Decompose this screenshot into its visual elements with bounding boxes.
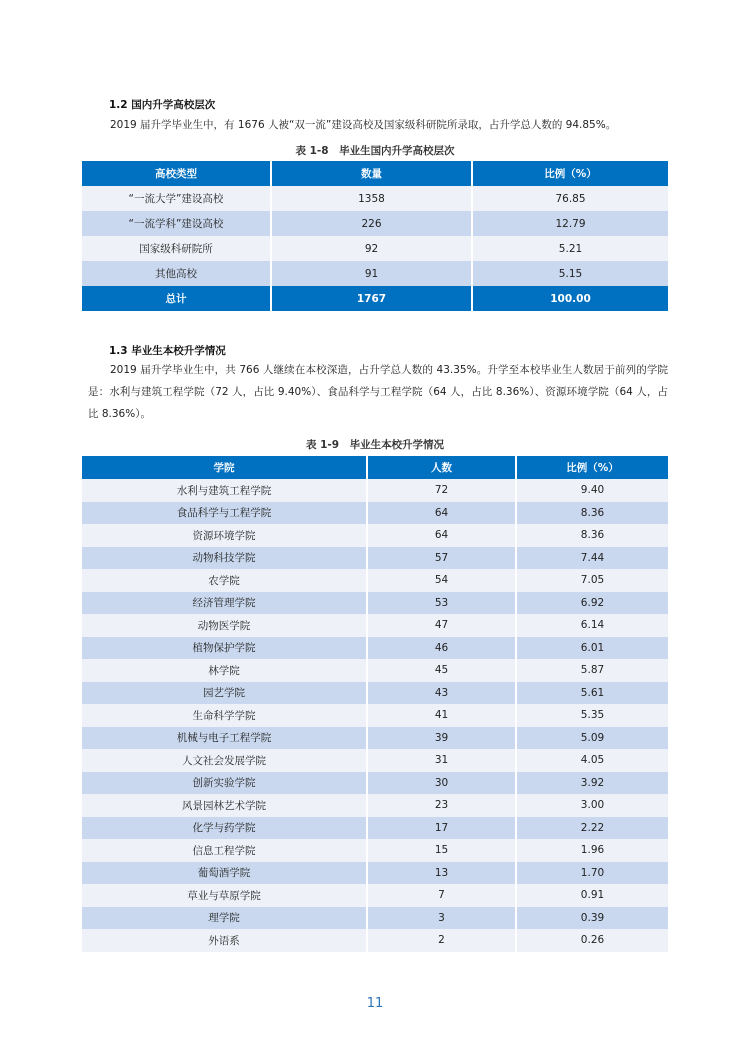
- table-row: [82, 524, 668, 547]
- table-row: [82, 727, 668, 750]
- cell: 5.35: [516, 704, 668, 727]
- cell: 信息工程学院: [82, 839, 367, 862]
- table-1-9-body: [82, 479, 668, 952]
- section-1-2-paragraph: [88, 114, 668, 136]
- cell: 5.21: [472, 236, 668, 261]
- cell: “一流大学”建设高校: [82, 186, 271, 211]
- cell: 92: [271, 236, 472, 261]
- cell: 8.36: [516, 524, 668, 547]
- table-row: [82, 592, 668, 615]
- cell: 3.00: [516, 794, 668, 817]
- cell: 31: [367, 749, 516, 772]
- cell: 6.01: [516, 637, 668, 660]
- table-row: [82, 236, 668, 261]
- cell: 76.85: [472, 186, 668, 211]
- table-row: [82, 186, 668, 211]
- table-1-8: [82, 161, 668, 311]
- table-1-8-caption: 表 1-8 毕业生国内升学高校层次: [295, 145, 455, 157]
- table-row: [82, 862, 668, 885]
- header-cell: 学院: [82, 456, 367, 479]
- table-row: [82, 749, 668, 772]
- cell: 23: [367, 794, 516, 817]
- cell: 7.44: [516, 547, 668, 570]
- cell: 7: [367, 884, 516, 907]
- cell: 风景园林艺术学院: [82, 794, 367, 817]
- header-cell: 比例（%）: [516, 456, 668, 479]
- header-cell: 比例（%）: [472, 161, 668, 186]
- cell: 7.05: [516, 569, 668, 592]
- cell: 水利与建筑工程学院: [82, 479, 367, 502]
- cell: 45: [367, 659, 516, 682]
- cell: 草业与草原学院: [82, 884, 367, 907]
- cell: 72: [367, 479, 516, 502]
- cell: 0.39: [516, 907, 668, 930]
- cell: 0.91: [516, 884, 668, 907]
- cell: 动物科技学院: [82, 547, 367, 570]
- cell: 农学院: [82, 569, 367, 592]
- cell: 2: [367, 929, 516, 952]
- cell: 6.14: [516, 614, 668, 637]
- table-row: [82, 261, 668, 286]
- cell: 林学院: [82, 659, 367, 682]
- cell: 葡萄酒学院: [82, 862, 367, 885]
- cell: 1358: [271, 186, 472, 211]
- section-1-2-title: 1.2 国内升学高校层次: [109, 99, 216, 111]
- header-cell: 数量: [271, 161, 472, 186]
- cell: 化学与药学院: [82, 817, 367, 840]
- table-row: [82, 772, 668, 795]
- cell: 41: [367, 704, 516, 727]
- header-cell: 人数: [367, 456, 516, 479]
- table-total-row: [82, 286, 668, 311]
- cell: 外语系: [82, 929, 367, 952]
- section-1-3-text: 2019 届升学毕业生中，共 766 人继续在本校深造，占升学总人数的 43.35%。升学至本校毕业生人数居于前列的学院是：水利与建筑工程学院（72 人，占比 9.40%）、食品科学与工程学院（64 人，占比 8.36%）、资源环境学院（64 人，占比 8.36%）。: [88, 364, 668, 420]
- header-cell: 高校类型: [82, 161, 271, 186]
- cell: 园艺学院: [82, 682, 367, 705]
- cell: 国家级科研院所: [82, 236, 271, 261]
- cell: 91: [271, 261, 472, 286]
- cell: 13: [367, 862, 516, 885]
- cell: 5.15: [472, 261, 668, 286]
- cell: 5.61: [516, 682, 668, 705]
- table-row: [82, 929, 668, 952]
- cell: 54: [367, 569, 516, 592]
- cell: 15: [367, 839, 516, 862]
- cell: 39: [367, 727, 516, 750]
- cell: 生命科学学院: [82, 704, 367, 727]
- cell: 9.40: [516, 479, 668, 502]
- table-row: [82, 637, 668, 660]
- cell: 43: [367, 682, 516, 705]
- cell: 食品科学与工程学院: [82, 502, 367, 525]
- cell: 理学院: [82, 907, 367, 930]
- table-row: [82, 884, 668, 907]
- table-1-9-caption: 表 1-9 毕业生本校升学情况: [305, 439, 445, 451]
- table-header-row: [82, 161, 668, 186]
- table-1-9: [82, 456, 668, 952]
- cell: 6.92: [516, 592, 668, 615]
- cell: 经济管理学院: [82, 592, 367, 615]
- page-number: 11: [366, 996, 384, 1011]
- cell: 机械与电子工程学院: [82, 727, 367, 750]
- cell: 47: [367, 614, 516, 637]
- cell: 12.79: [472, 211, 668, 236]
- cell: 5.09: [516, 727, 668, 750]
- cell: 5.87: [516, 659, 668, 682]
- cell: 其他高校: [82, 261, 271, 286]
- cell: 226: [271, 211, 472, 236]
- table-row: [82, 659, 668, 682]
- cell: 4.05: [516, 749, 668, 772]
- table-row: [82, 547, 668, 570]
- table-row: [82, 569, 668, 592]
- table-header-row: [82, 456, 668, 479]
- section-1-3-paragraph: [88, 359, 668, 425]
- cell: 17: [367, 817, 516, 840]
- table-row: [82, 614, 668, 637]
- total-cell: 1767: [271, 286, 472, 311]
- cell: “一流学科”建设高校: [82, 211, 271, 236]
- cell: 2.22: [516, 817, 668, 840]
- cell: 0.26: [516, 929, 668, 952]
- cell: 53: [367, 592, 516, 615]
- total-cell: 100.00: [472, 286, 668, 311]
- cell: 3: [367, 907, 516, 930]
- table-row: [82, 839, 668, 862]
- cell: 3.92: [516, 772, 668, 795]
- cell: 资源环境学院: [82, 524, 367, 547]
- cell: 植物保护学院: [82, 637, 367, 660]
- cell: 64: [367, 502, 516, 525]
- table-row: [82, 817, 668, 840]
- cell: 64: [367, 524, 516, 547]
- section-1-2-text: 2019 届升学毕业生中，有 1676 人被“双一流”建设高校及国家级科研院所录取，占升学总人数的 94.85%。: [110, 119, 617, 131]
- table-row: [82, 682, 668, 705]
- cell: 8.36: [516, 502, 668, 525]
- table-row: [82, 704, 668, 727]
- cell: 30: [367, 772, 516, 795]
- table-row: [82, 907, 668, 930]
- cell: 创新实验学院: [82, 772, 367, 795]
- cell: 动物医学院: [82, 614, 367, 637]
- cell: 1.70: [516, 862, 668, 885]
- table-row: [82, 502, 668, 525]
- section-1-3-title: 1.3 毕业生本校升学情况: [109, 345, 226, 357]
- cell: 人文社会发展学院: [82, 749, 367, 772]
- total-cell: 总计: [82, 286, 271, 311]
- table-row: [82, 479, 668, 502]
- cell: 1.96: [516, 839, 668, 862]
- cell: 46: [367, 637, 516, 660]
- cell: 57: [367, 547, 516, 570]
- table-row: [82, 794, 668, 817]
- table-row: [82, 211, 668, 236]
